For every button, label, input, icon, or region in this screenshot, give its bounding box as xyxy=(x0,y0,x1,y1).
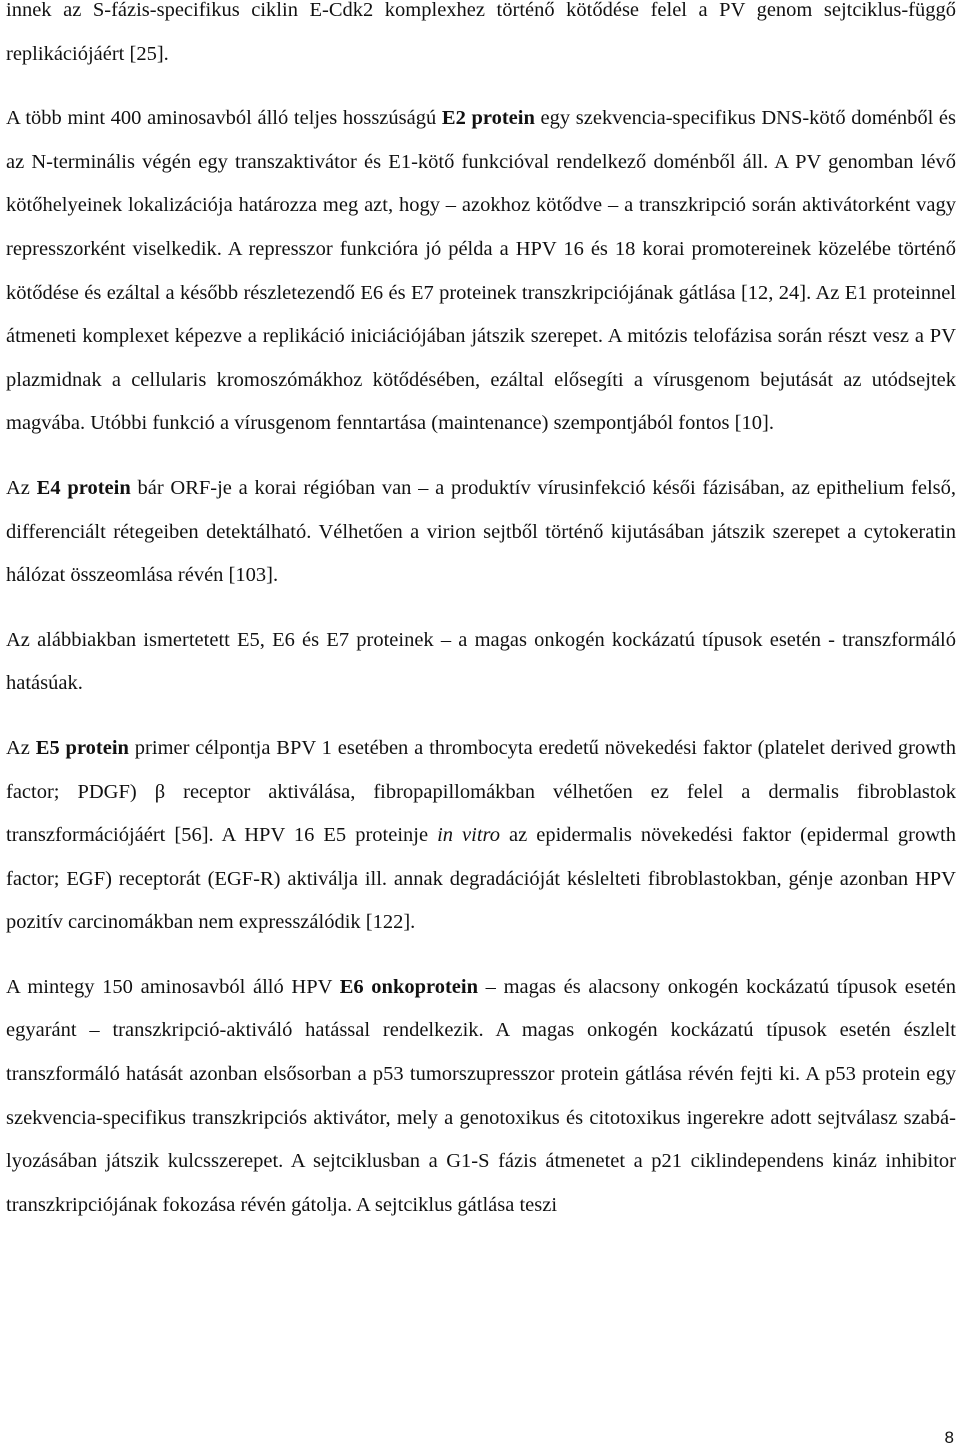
text-run: – magas és alacsony onkogén kockázatú típusok esetén egyaránt – transzkripció-aktiváló hatással rendelkezik. A magas onkogén kockázatú típusok esetén észlelt transzformáló hatását azonban elsősorban a p53 tumorszupresszor protein gátlása révén fejti ki. A p53 protein egy szekvencia-specifikus transzkripciós aktivátor, mely a genotoxikus és citotoxikus ingerekre adott sejtválasz szabályozásában játszik kulcsszerepet. A sejtciklusban a G1-S fázis átmenetet a p21 ciklindependens kináz inhibitor transzkripciójának fokozása révén gátolja. A sejtciklus gátlása teszi xyxy=(6,975,956,1216)
paragraph-oncogenic-proteins-intro xyxy=(6,619,956,706)
text-run: Az alábbiakban ismertetett E5, E6 és E7 proteinek – a magas onkogén kockázatú típusok esetén - transzformáló hatásúak. xyxy=(6,628,956,695)
text-run: A mintegy 150 aminosavból álló HPV xyxy=(6,975,340,998)
text-run: innek az S-fázis-specifikus ciklin E-Cdk2 komplexhez történő kötődése felel a PV genom sejtciklus-függő replikációjáért [25]. xyxy=(6,0,956,65)
paragraph-e2-protein xyxy=(6,97,956,446)
paragraph-cell-cycle-replication xyxy=(6,0,956,76)
document-page xyxy=(6,0,956,1227)
paragraph-e5-protein xyxy=(6,727,956,945)
paragraph-e6-oncoprotein xyxy=(6,966,956,1228)
text-run: A több mint 400 aminosavból álló teljes hosszúságú xyxy=(6,107,442,130)
bold-term: E5 protein xyxy=(35,736,129,759)
text-run: Az xyxy=(6,736,36,759)
bold-term: E4 protein xyxy=(36,476,131,499)
text-run: egy szekvencia-specifikus DNS-kötő doménből és az N-terminális végén egy transzaktivátor és E1-kötő funkcióval rendelkező doménből áll. A PV genomban lévő kötőhelyeinek lokalizációja határozza meg azt, hogy – azokhoz kötődve – a transzkripció során aktivátorként vagy represszorként viselkedik. A represszor funkcióra jó példa a HPV 16 és 18 korai promotereinek közelébe történő kötődése és ezáltal a később részletezendő E6 és E7 proteinek transzkripciójának gátlása [12, 24]. Az E1 proteinnel átmeneti komplexet képezve a replikáció iniciációjában játszik szerepet. A mitózis telofázisa során részt vesz a PV plazmidnak a cellularis kromoszómákhoz kötődésében, ezáltal elősegíti a vírusgenom bejutását az utódsejtek magvába. Utóbbi funkció a vírusgenom fenntartása (maintenance) szempontjából fontos [10]. xyxy=(6,107,957,435)
paragraph-e4-protein xyxy=(6,467,956,598)
page-number: 8 xyxy=(944,1428,954,1447)
text-run: az epidermalis növekedési faktor (epidermal growth factor; EGF) receptorát (EGF-R) aktiválja ill. annak degradációját késlelteti fibroblastokban, génje azonban HPV pozitív carcinomákban nem expresszálódik [122]. xyxy=(6,824,956,934)
italic-term: in vitro xyxy=(437,824,501,847)
text-run: Az xyxy=(6,476,37,499)
bold-term: E6 onkoprotein xyxy=(339,975,479,998)
text-run: bár ORF-je a korai régióban van – a produktív vírusinfekció késői fázisában, az epithelium felső, differenciált rétegeiben detektálható. Vélhetően a virion sejtből történő kijutásában játszik szerepet a cytokeratin hálózat összeomlása révén [103]. xyxy=(6,476,957,587)
text-run: primer célpontja BPV 1 esetében a thrombocyta eredetű növekedési faktor (platelet derived growth factor; PDGF) β receptor aktiválása, fibropapillomákban vélhetően ez felel a dermalis fibroblastok transzformációjáért [56]. A HPV 16 E5 proteinje xyxy=(6,736,957,847)
bold-term: E2 protein xyxy=(441,107,535,130)
